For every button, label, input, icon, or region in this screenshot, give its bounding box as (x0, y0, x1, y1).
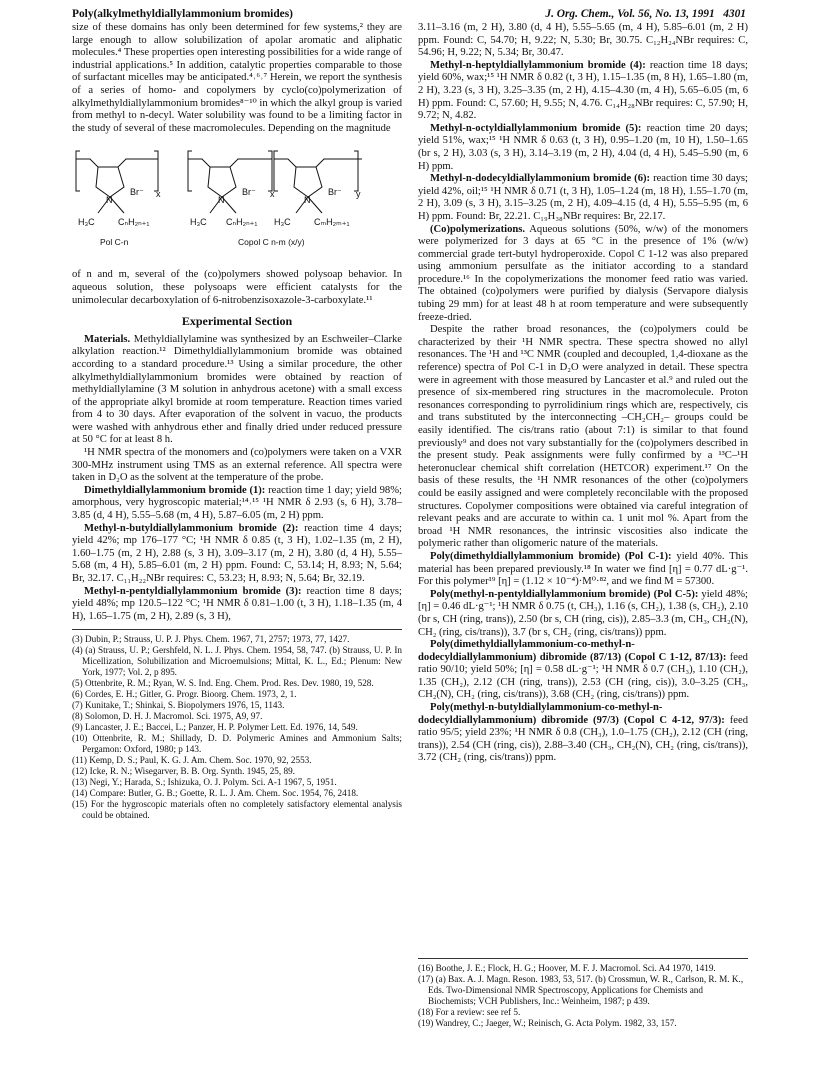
copol-methyl-1: H₃C (190, 217, 207, 228)
compound-2 (72, 523, 402, 586)
page-number: 4301 (723, 8, 746, 20)
materials-paragraph (72, 334, 402, 447)
pol-bromide: Br⁻ (130, 187, 144, 198)
footnote: (4) (a) Strauss, U. P.; Gershfeld, N. L. J. Phys. Chem. 1954, 58, 747. (b) Strauss, U. P. In Micellization, Solubilization and Microemulsions; Mittal, K. L., Ed.; Plenum: New York, 1977; Vol. 2, p 895. (72, 645, 402, 678)
footnote: (14) Compare: Butler, G. B.; Goette, R. L. J. Am. Chem. Soc. 1954, 76, 2418. (72, 788, 359, 799)
compound-6 (418, 173, 748, 223)
compound-5-data: reaction time 20 days; yield 51%, wax;¹⁵ ¹H NMR δ 0.63 (t, 3 H), 0.95–1.20 (m, 10 H), 1.50–1.65 (br s, 2 H), 3.03 (s, 3 H), 3.14–3.19 (m, 2 H), 4.04 (d, 4 H), 5.45–5.90 (m, 6 H) ppm. (418, 122, 748, 172)
footnote: (3) Dubin, P.; Strauss, U. P. J. Phys. Chem. 1967, 71, 2757; 1973, 77, 1427. (72, 634, 350, 645)
footnote: (9) Lancaster, J. E.; Baccei, L.; Panzer, H. P. Polymer Lett. Ed. 1976, 14, 549. (72, 722, 358, 733)
after-figure-paragraph: of n and m, several of the (co)polymers showed polysoap behavior. In aqueous solution, these polysoaps were efficient catalysts for the unimolecular decarboxylation of 6-nitrobenzisoxazole-3-carboxylate.¹¹ (72, 269, 402, 306)
section-heading: Experimental Section (181, 314, 293, 329)
footnote: (13) Negi, Y.; Harada, S.; Ishizuka, O. J. Polym. Sci. A-1 1967, 5, 1951. (72, 777, 337, 788)
footnote: (12) Icke, R. N.; Wisegarver, B. B. Org. Synth. 1945, 25, 89. (72, 766, 295, 777)
footnote: (6) Cordes, E. H.; Gitler, G. Progr. Bioorg. Chem. 1973, 2, 1. (72, 689, 297, 700)
running-title: Poly(alkylmethyldiallylammonium bromides) (72, 8, 293, 20)
right-column (418, 22, 748, 765)
characterization-paragraph: Despite the rather broad resonances, the (co)polymers could be characterized by their ¹H NMR spectra. These spectra showed no allyl resonances. The ¹H and ¹³C NMR (coupled and decoupled, 1,4-dioxane as the reference) spectra of Pol C-1 in D₂O were analyzed in detail. These spectra were in agreement with those measured by Lancaster et al.⁹ and ruled out the presence of six-membered ring structures in the macromolecule. Proton resonances corresponding to pyrrolidinium rings which are, respectively, cis and trans substituted by the interconnecting –CH₂CH₂– groups could be easily identified. The cis/trans ratio (about 7:1) is similar to that found previously⁹ and does not vary substantially for the (co)polymers described in the present study. Peak assignments were fully confirmed by a ¹³C–¹H heteronuclear chemical shift correlation (HETCOR) experiment.¹⁷ On the basis of these results, the ¹H NMR resonances of the other (co)polymers could be easily assigned and were completely reconcilable with the proposed structures. Copolymer compositions were obtained via careful integration of relevant peaks and are accurate to within ca. 1 unit mol %. Apart from the broad ¹H NMR resonances, the intrinsic viscosities also indicate the polymeric rather than oligomeric nature of the materials. (418, 324, 748, 550)
footnote: (17) (a) Bax. A. J. Magn. Reson. 1983, 53, 517. (b) Crossmun, W. R., Carlson, R. M. K., Eds. Two-Dimensional NMR Spectroscopy, Applications for Chemists and Biochemists; VCH Publishers, Inc.: Weinheim, 1987; p 439. (418, 974, 744, 1006)
footnote: (15) For the hygroscopic materials often no completely satisfactory elemental analysis could be obtained. (72, 799, 402, 821)
compound-4-name: Methyl-n-heptyldiallylammonium bromide (4): (430, 59, 646, 71)
materials-text: Methyldiallylamine was synthesized by an Eschweiler–Clarke alkylation reaction.¹² Dimethyldiallylammonium bromide was obtained according to a standard procedure.¹³ Using a similar procedure, the other alkylmethyldiallylammonium bromides were obtained by reaction of methyldiallylamine (3 M solution in anhydrous acetone) with a small excess of the appropriate alkyl bromide at room temperature. Reaction times varied from 4 to 30 days. After evaporation of the solvent in vacuo, the products were washed with anhydrous ether and finally dried under reduced pressure at 50 °C for at least 8 h. (72, 333, 402, 446)
compound-5 (418, 123, 748, 173)
compound-4-data: reaction time 18 days; yield 60%, wax;¹⁵ ¹H NMR δ 0.82 (t, 3 H), 1.15–1.35 (m, 8 H), 1.65–1.80 (m, 2 H), 3.23 (s, 3 H), 3.25–3.35 (m, 2 H), 4.15–4.30 (m, 4 H), 5.65–6.05 (m, 6 H) ppm. Found: C, 57.60; H, 9.55; N, 4.76. C₁₄H₂₈NBr requires: C, 57.90; H, 9.72; N, 4.82. (418, 59, 748, 122)
copolymer-4-12-data: feed ratio 95/5; yield 23%; ¹H NMR δ 0.8 (CH₃), 1.0–1.75 (CH₂), 2.12 (CH (ring, trans)), 2.54 (CH (ring, cis)), 2.88–3.40 (CH₃, CH₂(N), CH₂ (ring, cis/trans)), 3.72 (CH₂ (ring, cis/trans)) ppm. (418, 714, 748, 764)
copol-alkyl-n: CₙH₂ₙ₊₁ (226, 217, 258, 228)
copolymer-4-12-name: Poly(methyl-n-butyldiallylammonium-co-methyl-n-dodecyldiallylammonium) dibromide (97/3) (Copol C 4-12, 97/3): (418, 702, 725, 726)
footnote: (18) For a review: see ref 5. (418, 1007, 521, 1017)
copolymerizations-text: Aqueous solutions (50%, w/w) of the monomers were polymerized for 3 days at 65 °C in the presence of 1% (w/w) commercial grade tert-butyl hydroperoxide. Copol C 1-12 was also prepared using ammonium persulfate as the initiator according to a standard procedure.¹⁶ In the copolymerizations the monomer feed ratio was varied. The obtained (co)polymers were purified by dialysis (Servapore dialysis tubing 29 mm) for at least 48 h at room temperature and were subsequently freeze-dried. (418, 223, 748, 323)
compound-2-name: Methyl-n-butyldiallylammonium bromide (2): (84, 522, 299, 534)
footnotes-left (72, 629, 402, 821)
pol-methyl: H₃C (78, 217, 95, 228)
polymer-c1-data: yield 40%. This material has been prepared previously.¹⁸ In water we find [η] = 0.77 dL·g⁻¹. For this polymer¹⁹ [η] = (1.12 × 10⁻⁴)·M⁰·⁸², and we find M = 57300. (418, 550, 749, 588)
pol-alkyl: CₙH₂ₙ₊₁ (118, 217, 150, 228)
polymer-c1-name: Poly(dimethyldiallylammonium bromide) (Pol C-1): (430, 550, 672, 562)
continued-paragraph: 3.11–3.16 (m, 2 H), 3.80 (d, 4 H), 5.55–5.65 (m, 4 H), 5.85–6.01 (m, 2 H) ppm. Found: C, 54.70; H, 9.22; N, 5.30; Br, 30.75. C₁₂H₂₄NBr requires: C, 54.96; H, 9.22; N, 5.34; Br, 30.47. (418, 22, 748, 59)
polymer-c5 (418, 589, 748, 639)
copol-bromide-2: Br⁻ (328, 187, 342, 198)
copolymer-1-12-name: Poly(dimethyldiallylammonium-co-methyl-n-dodecyldiallylammonium) dibromide (87/13) (Copol C 1-12, 87/13): (418, 639, 727, 663)
footnote: (10) Ottenbrite, R. M.; Shillady, D. D. Polymeric Amines and Ammonium Salts; Pergamon: Oxford, 1980; p 143. (72, 733, 402, 755)
footnote: (8) Solomon, D. H. J. Macromol. Sci. 1975, A9, 97. (72, 711, 263, 722)
nmr-paragraph: ¹H NMR spectra of the monomers and (co)polymers were taken on a VXR 300-MHz instrument using TMS as an external reference. All spectra were taken in D₂O as the solvent at the temperature of the probe. (72, 447, 402, 484)
copolymer-1-12 (418, 639, 748, 702)
copol-nitrogen-2: N (304, 195, 311, 206)
compound-6-data: reaction time 30 days; yield 42%, oil;¹⁵ ¹H NMR δ 0.71 (t, 3 H), 1.05–1.24 (m, 18 H), 1.55–1.70 (m, 2 H), 3.09 (s, 3 H), 3.15–3.25 (m, 2 H), 4.09–4.15 (d, 4 H), 5.55–5.95 (m, 6 H) ppm. Found: Br, 22.21. C₁₉H₃₈NBr requires: Br, 22.17. (418, 173, 749, 222)
compound-3 (72, 586, 402, 624)
copol-caption: Copol C n-m (x/y) (238, 237, 305, 248)
copolymer-1-12-data: feed ratio 90/10; yield 50%; [η] = 0.58 dL·g⁻¹; ¹H NMR δ 0.7 (CH₃), 1.10 (CH₂), 1.35 (CH₂), 2.12 (CH (ring, trans)), 2.53 (CH (ring, cis)), 3.0–3.25 (CH₃, CH₂(N), CH₂ (ring, cis/trans)), 3.68 (CH₂ (ring, cis/trans)) ppm. (418, 651, 748, 701)
copolymerizations-heading: (Co)polymerizations. (430, 223, 526, 235)
copol-alkyl-m: CₘH₂ₘ₊₁ (314, 217, 350, 228)
compound-4 (418, 60, 748, 123)
compound-6-name: Methyl-n-dodecyldiallylammonium bromide (6): (430, 173, 651, 185)
journal-name: J. Org. Chem., Vol. 56, No. 13, 1991 (545, 8, 715, 20)
compound-3-name: Methyl-n-pentyldiallylammonium bromide (3): (84, 585, 302, 597)
compound-3-data: reaction time 8 days; yield 48%; mp 120.5–122 °C; ¹H NMR δ 0.81–1.00 (t, 3 H), 1.18–1.35 (m, 4 H), 1.65–1.75 (m, 2 H), 2.89 (s, 3 H), (72, 585, 402, 622)
compound-1-data: reaction time 1 day; yield 98%; amorphous, very hygroscopic material;¹⁴˒¹⁵ ¹H NMR δ 2.93 (s, 6 H), 3.78–3.85 (d, 4 H), 5.55–5.68 (m, 4 H), 5.87–6.05 (m, 2 H) ppm. (72, 484, 402, 522)
compound-1-name: Dimethyldiallylammonium bromide (1): (84, 484, 266, 496)
copol-bromide-1: Br⁻ (242, 187, 256, 198)
pol-nitrogen: N (106, 195, 113, 206)
structure-drawing (72, 139, 402, 267)
footnote: (19) Wandrey, C.; Jaeger, W.; Reinisch, G. Acta Polym. 1982, 33, 157. (418, 1018, 677, 1028)
materials-heading: Materials. (84, 333, 131, 345)
left-column (72, 22, 402, 821)
copol-subscript-y: y (356, 189, 361, 200)
footnote: (11) Kemp, D. S.; Paul, K. G. J. Am. Chem. Soc. 1970, 92, 2553. (72, 755, 312, 766)
compound-1 (72, 485, 402, 523)
footnote: (16) Boothe, J. E.; Flock, H. G.; Hoover, M. F. J. Macromol. Sci. A4 1970, 1419. (418, 963, 716, 973)
polymer-c5-name: Poly(methyl-n-pentyldiallylammonium bromide) (Pol C-5): (430, 588, 699, 600)
copolymerizations-paragraph (418, 224, 748, 325)
pol-subscript-x: x (156, 189, 161, 200)
compound-5-name: Methyl-n-octyldiallylammonium bromide (5): (430, 122, 642, 134)
footnotes-right (418, 958, 748, 1029)
polymer-c5-data: yield 48%; [η] = 0.46 dL·g⁻¹; ¹H NMR δ 0.75 (t, CH₃), 1.16 (s, CH₂), 1.38 (s, CH₂), 2.10 (br s, CH (ring, trans)), 2.50 (br s, CH (ring, cis)), 2.85–3.3 (m, CH₃, CH₂(N), CH₂ (ring, cis/trans)), 3.7 (br s, CH₂ (ring, cis/trans)) ppm. (418, 588, 748, 638)
pol-caption: Pol C-n (100, 237, 129, 248)
footnote: (5) Ottenbrite, R. M.; Ryan, W. S. Ind. Eng. Chem. Prod. Res. Dev. 1980, 19, 528. (72, 678, 374, 689)
copolymer-4-12 (418, 702, 748, 765)
intro-paragraph: size of these domains has only been determined for few systems,² they are large enough to allow solubilization of apolar aromatic and aliphatic molecules.⁴ These properties open interesting possibilities for a wide range of industrial applications.⁵ In addition, catalytic properties comparable to those of surfactant micelles may be anticipated.⁴˒⁶˒⁷ Herein, we report the synthesis of a series of homo- and copolymers by cyclo(co)polymerization of alkylmethyldiallylammonium bromides⁸⁻¹⁰ in which the alkyl group is varied from methyl to n-decyl. Water solubility was found to be a limiting factor in the study of several of these macromolecules. Depending on the magnitude (72, 22, 402, 134)
polymer-structure-figure (72, 139, 402, 267)
compound-2-data: reaction time 4 days; yield 42%; mp 176–177 °C; ¹H NMR δ 0.85 (t, 3 H), 1.02–1.35 (m, 2 H), 1.60–1.75 (m, 2 H), 2.88 (s, 3 H), 3.09–3.17 (m, 2 H), 3.80 (d, 4 H), 5.55–5.68 (m, 4 H), 5.85–6.01 (m, 2 H) ppm. Found: C, 53.14; H, 8.93; N, 5.64; Br, 32.17. C₁₁H₂₂NBr requires: C, 53.23; H, 8.93; N, 5.64; Br, 32.19. (72, 522, 402, 584)
journal-citation (545, 8, 746, 20)
footnote: (7) Kunitake, T.; Shinkai, S. Biopolymers 1976, 15, 1143. (72, 700, 285, 711)
copol-nitrogen-1: N (218, 195, 225, 206)
polymer-c1 (418, 551, 748, 589)
running-header (72, 8, 746, 22)
copol-methyl-2: H₃C (274, 217, 291, 228)
copol-subscript-x: x (270, 189, 275, 200)
